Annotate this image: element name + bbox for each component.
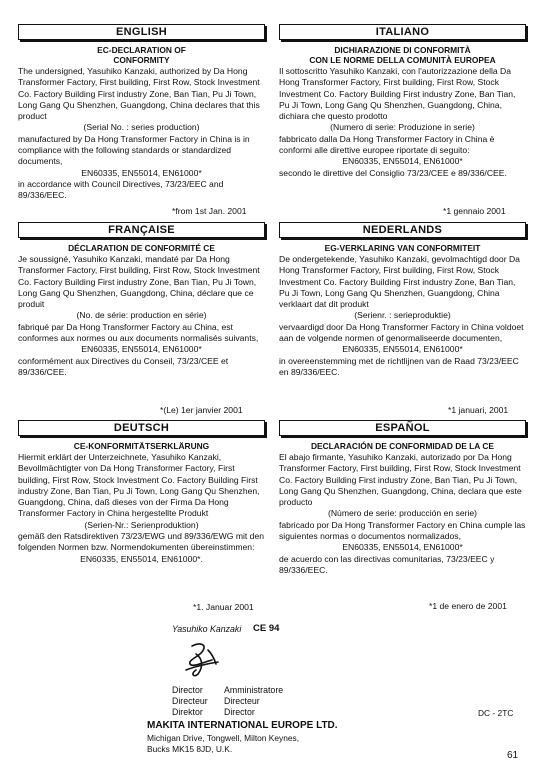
closing-text: secondo le direttive del Consiglio 73/23/CEE e 89/336/CEE. <box>279 167 507 178</box>
footnote-nederlands: *1 januari, 2001 <box>448 405 509 415</box>
norms-text: EN60335, EN55014, EN61000* <box>342 344 463 355</box>
footnote-italiano: *1 gennaio 2001 <box>443 206 506 216</box>
footnote-deutsch: *1. Januar 2001 <box>193 602 254 612</box>
norms-text: EN60335, EN55014, EN61000* <box>342 542 463 553</box>
closing-text: de acuerdo con las directivas comunitarias, 73/23/EEC y 89/336/EEC. <box>279 553 495 575</box>
section-italiano <box>279 24 526 179</box>
manufacturer-text: manufactured by Da Hong Transformer Factory in China is in compliance with the following standards or standardized documents, <box>18 133 250 167</box>
section-title: CE-KONFORMITÄTSERKLÄRUNG <box>73 441 210 451</box>
manufacturer-text: fabriqué par Da Hong Transformer Factory au China, est conformes aux normes ou aux documents normalisés suivants, <box>18 321 259 344</box>
address-line-2: Bucks MK15 8JD, U.K. <box>147 744 233 754</box>
intro-text: El abajo firmante, Yasuhiko Kanzaki, autorizado por Da Hong Transformer Factory, First building, First Row, Stock Investment Co. Factory Building First industry Zone, Ban Tian, Pu Ji Town, Long Gang Qu Shenzhen, Guangdong, China, declara que este producto <box>279 452 522 508</box>
intro-text: The undersigned, Yasuhiko Kanzaki, authorized by Da Hong Transformer Factory, First building, First Row, Stock Investment Co. Factory Building First industry Zone, Ban Tian, Pu Ji Town, Long Gang Qu Shenzhen, Guangdong, China declares that this product <box>18 66 260 122</box>
company-name: MAKITA INTERNATIONAL EUROPE LTD. <box>147 720 338 731</box>
director-titles <box>172 685 208 718</box>
footnote-francaise: *(Le) 1er janvier 2001 <box>160 405 243 415</box>
section-title: EG-VERKLARING VAN CONFORMITEIT <box>324 243 481 253</box>
page-number: 61 <box>507 750 519 761</box>
title-en: Director <box>172 685 203 695</box>
signature-image <box>178 640 226 680</box>
ce-code: CE 94 <box>253 623 280 634</box>
title-it: Amministratore <box>224 685 284 695</box>
section-title: DICHIARAZIONE DI CONFORMITÀ CON LE NORME DELLA COMUNITÀ EUROPEA <box>309 45 496 65</box>
manufacturer-text: fabbricato dalla Da Hong Transformer Factory in China è conformi alle direttive europee riportate di seguito: <box>279 133 495 156</box>
section-title: DÉCLARATION DE CONFORMITÉ CE <box>68 243 215 253</box>
intro-text: Il sottoscritto Yasuhiko Kanzaki, con l'autorizzazione della Da Hong Transformer Factory, First building, First Row, Stock Investment Co. Factory Building First industry Zone, Ban Tian, Pu Ji Town, Long Gang Qu Shenzhen, Guangdong, China, dichiara che questo prodotto <box>279 66 516 122</box>
norms-text: EN60335, EN55014, EN61000*. <box>80 553 203 564</box>
signer-name: Yasuhiko Kanzaki <box>172 624 242 634</box>
section-deutsch <box>18 420 265 565</box>
section-title: EC-DECLARATION OF CONFORMITY <box>97 45 186 65</box>
title-es: Director <box>224 707 255 717</box>
closing-text: conformément aux Directives du Conseil, 73/23/CEE et 89/336/CEE. <box>18 355 229 377</box>
footnote-english: *from 1st Jan. 2001 <box>172 206 247 216</box>
norms-text: EN60335, EN55014, EN61000* <box>81 344 202 355</box>
section-header: FRANÇAISE <box>18 222 265 238</box>
closing-text: in accordance with Council Directives, 73/23/EEC and 89/336/EEC. <box>18 178 224 201</box>
manufacturer-text: vervaardigd door Da Hong Transformer Factory in China voldoet aan de volgende normen of genormaliseerde documenten, <box>279 321 524 344</box>
closing-text: in overeenstemming met de richtlijnen van de Raad 73/23/EEC en 89/336/EEC. <box>279 355 519 377</box>
serial-text: (Serienr. : serieproduktie) <box>354 310 451 321</box>
serial-text: (Numero di serie: Produzione in serie) <box>330 122 475 133</box>
section-header: DEUTSCH <box>18 420 265 436</box>
norms-text: EN60335, EN55014, EN61000* <box>342 156 463 167</box>
serial-text: (Serien-Nr.: Serienproduktion) <box>84 519 199 530</box>
section-header: ESPAÑOL <box>279 420 526 436</box>
section-nederlands <box>279 222 526 378</box>
doc-code: DC - 2TC <box>478 708 514 718</box>
section-header: ENGLISH <box>18 24 265 40</box>
serial-text: (Serial No. : series production) <box>83 122 200 133</box>
title-nl: Directeur <box>224 696 260 706</box>
section-francaise <box>18 222 265 378</box>
director-titles-2 <box>224 685 283 718</box>
title-fr: Directeur <box>172 696 208 706</box>
manufacturer-text: gemäß den Ratsdirektiven 73/23/EWG und 89/336/EWG mit den folgenden Normen bzw. Normendokumenten übereinstimmen: <box>18 531 265 553</box>
section-espanol <box>279 420 526 576</box>
serial-text: (Número de serie: producción en serie) <box>327 508 478 519</box>
section-header: NEDERLANDS <box>279 222 526 238</box>
intro-text: Hiermit erklärt der Unterzeichnete, Yasuhiko Kanzaki, Bevollmächtigter von Da Hong Transformer Factory, First building, First Row, Stock Investment Co. Factory Building First industry Zone, Ban Tian, Pu Ji Town, Long Gang Qu Shenzhen, Guangdong, China, daß dieses von der Firma Da Hong Transformer Factory in China hergestellte Produkt <box>18 452 260 519</box>
section-title: DECLARACIÓN DE CONFORMIDAD DE LA CE <box>310 441 494 451</box>
section-header: ITALIANO <box>279 24 526 40</box>
intro-text: Je soussigné, Yasuhiko Kanzaki, mandaté par Da Hong Transformer Factory, First building, First Row, Stock Investment Co. Factory Building First industry Zone, Ban Tian, Pu Ji Town, Long Gang Qu Shenzhen, Guangdong, China, déclare que ce produit <box>18 254 260 310</box>
intro-text: De ondergetekende, Yasuhiko Kanzaki, gevolmachtigd door Da Hong Transformer Factory, First building, First Row, Stock Investment Co. Factory Building First industry Zone, Ban Tian, Pu Ji Town, Long Gang Qu Shenzhen, Guangdong, China verklaart dat dit produkt <box>279 254 520 310</box>
title-de: Direktor <box>172 707 203 717</box>
section-english <box>18 24 265 202</box>
footnote-espanol: *1 de enero de 2001 <box>429 601 507 611</box>
manufacturer-text: fabricado por Da Hong Transformer Factory en China cumple las siguientes normas o documentos normalizados, <box>279 519 526 542</box>
norms-text: EN60335, EN55014, EN61000* <box>81 167 202 178</box>
address-line-1: Michigan Drive, Tongwell, Milton Keynes, <box>147 733 300 743</box>
serial-text: (No. de série: production en série) <box>76 310 207 321</box>
